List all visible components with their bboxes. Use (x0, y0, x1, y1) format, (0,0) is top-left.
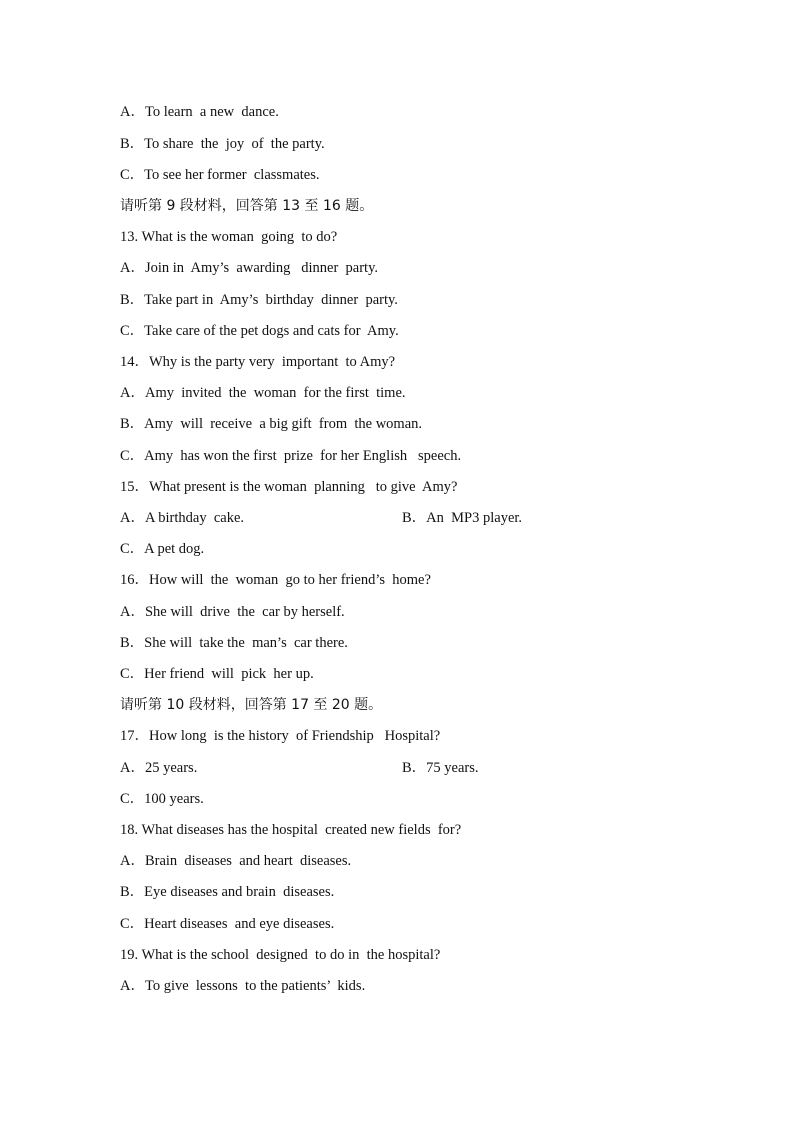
q17-option-a: A．25 years. (120, 760, 198, 776)
q16-option-c: C．Her friend will pick her up. (120, 666, 314, 682)
q12-option-b: B．To share the joy of the party. (120, 136, 325, 152)
q18-option-c: C．Heart diseases and eye diseases. (120, 916, 335, 932)
q13-option-c: C．Take care of the pet dogs and cats for Amy. (120, 323, 399, 339)
question-19: 19. What is the school designed to do in the hospital? (120, 947, 441, 963)
question-17: 17．How long is the history of Friendship Hospital? (120, 728, 441, 744)
q12-option-a: A．To learn a new dance. (120, 104, 279, 120)
q15-option-c: C．A pet dog. (120, 541, 205, 557)
q18-option-b: B．Eye diseases and brain diseases. (120, 884, 335, 900)
q14-option-b: B．Amy will receive a big gift from the woman. (120, 416, 423, 432)
q18-option-a: A．Brain diseases and heart diseases. (120, 853, 352, 869)
q12-option-c: C．To see her former classmates. (120, 167, 320, 183)
question-13: 13. What is the woman going to do? (120, 229, 338, 245)
q16-option-a: A．She will drive the car by herself. (120, 604, 345, 620)
q17-option-c: C．100 years. (120, 791, 204, 807)
q19-option-a: A．To give lessons to the patients’ kids. (120, 978, 366, 994)
question-15: 15．What present is the woman planning to give Amy? (120, 479, 458, 495)
section-9-heading: 请听第 9 段材料，回答第 13 至 16 题。 (120, 198, 374, 214)
q16-option-b: B．She will take the man’s car there. (120, 635, 348, 651)
q15-option-a: A．A birthday cake. (120, 510, 245, 526)
q14-option-a: A．Amy invited the woman for the first time. (120, 385, 406, 401)
question-14: 14．Why is the party very important to Amy? (120, 354, 396, 370)
q13-option-b: B．Take part in Amy’s birthday dinner party. (120, 292, 398, 308)
section-10-heading: 请听第 10 段材料，回答第 17 至 20 题。 (120, 697, 383, 713)
q13-option-a: A．Join in Amy’s awarding dinner party. (120, 260, 379, 276)
q17-option-b: B．75 years. (402, 760, 479, 776)
question-18: 18. What diseases has the hospital created new fields for? (120, 822, 462, 838)
q14-option-c: C．Amy has won the first prize for her English speech. (120, 448, 462, 464)
question-16: 16．How will the woman go to her friend’s home? (120, 572, 431, 588)
q15-option-b: B．An MP3 player. (402, 510, 523, 526)
